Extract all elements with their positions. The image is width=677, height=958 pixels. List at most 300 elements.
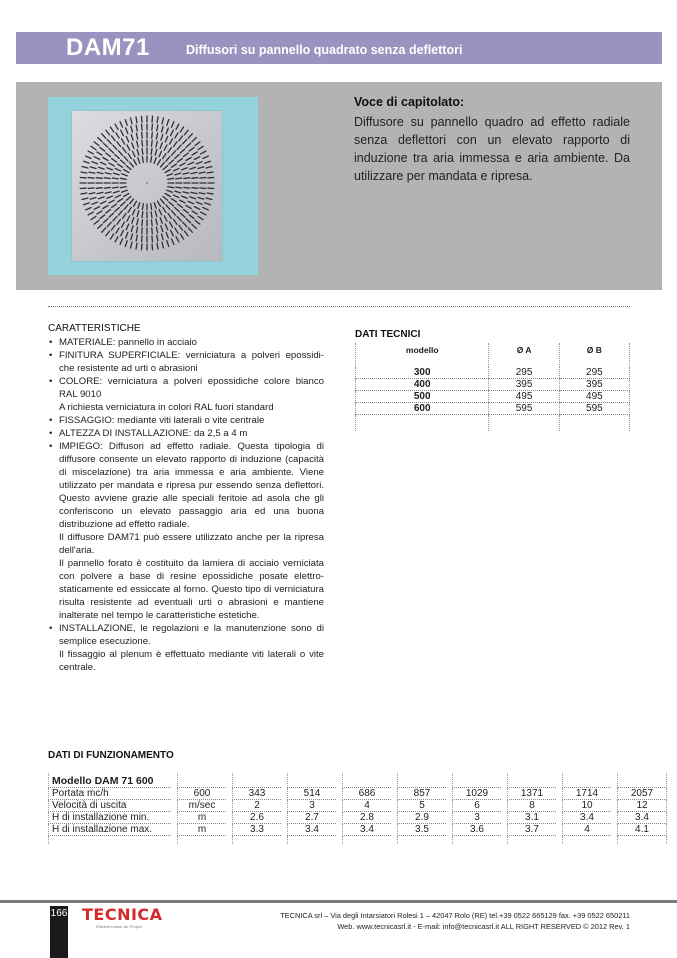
slot [106,231,110,236]
value-cell: 12 [618,800,667,812]
value-cell: 6 [453,800,502,812]
slot [89,193,95,194]
slot [198,146,203,149]
slot [91,146,96,149]
slot [192,178,198,179]
slot [167,174,173,176]
characteristic-note: Il fissaggio al plenum è effettuato mediante viti laterali o vite centrale. [59,649,324,673]
value-cell: 3.1 [508,812,557,824]
slot [183,222,187,226]
characteristic-item [48,622,324,674]
value-cell: 2057 [618,788,667,800]
slot [137,149,139,155]
slot [131,135,133,141]
slot [117,142,121,147]
slot [177,159,182,162]
slot [186,143,190,147]
slot [100,201,105,203]
slot [170,222,173,227]
table-row [49,824,667,836]
slot [97,152,102,155]
slot [82,198,88,199]
slot [183,209,188,213]
value-cell: 3.4 [343,824,392,836]
empty-cell [618,773,667,788]
slot [132,151,134,156]
slot [161,135,163,141]
slot [166,128,168,134]
slot [106,130,110,135]
slot [168,187,174,188]
value-cell: 4 [343,800,392,812]
slot [134,160,137,165]
slot [171,230,174,235]
slot [191,192,197,193]
slot [106,153,111,157]
characteristic-item [48,336,324,349]
slot [126,224,128,229]
slot [100,147,105,151]
slot [120,122,122,128]
header-model: modello [356,343,489,367]
slot [142,140,143,146]
model-cell: 500 [356,391,489,403]
value-cell: 2.9 [398,812,447,824]
value-cell: 1714 [563,788,612,800]
slot [138,203,140,209]
slot [127,216,130,221]
diameter-a-cell: 495 [489,391,559,403]
slot [190,167,196,169]
slot [118,164,123,167]
value-cell: 2.7 [288,812,337,824]
slot [124,194,129,197]
slot [107,168,113,170]
slot [110,234,113,239]
slot [201,151,206,154]
slot [192,138,196,142]
slot [115,124,118,129]
value-cell: 4.1 [618,824,667,836]
diameter-a-cell: 295 [489,367,559,379]
slot [173,142,177,147]
diameter-b-cell: 595 [559,403,629,415]
slot [160,143,162,149]
slot [195,220,200,224]
slot [125,241,127,247]
slot [137,219,138,225]
slot [132,143,134,149]
row-label: H di installazione min. [49,812,172,824]
slot [152,228,153,234]
empty-cell [178,773,227,788]
slot [124,157,128,162]
slot [86,208,92,210]
slot [92,162,98,164]
slot [183,153,188,157]
slot [196,162,202,164]
slot [118,199,123,202]
slot [184,130,188,135]
slot [203,156,209,158]
table-row [49,800,667,812]
empty-cell [343,773,392,788]
value-cell: 3.5 [398,824,447,836]
slot [175,191,181,193]
company-info [280,910,630,932]
slot [189,147,194,151]
slot [109,163,114,166]
slot [112,159,117,162]
slot [116,133,119,138]
slot [161,199,165,204]
model-row [49,773,667,788]
slot [164,145,167,150]
slot [122,174,128,176]
slot [183,173,189,174]
slot [105,192,111,193]
slot [163,197,168,201]
characteristic-item [48,375,324,414]
slot [167,241,169,247]
value-cell: 10 [563,800,612,812]
slot [99,167,105,169]
slot [180,234,183,239]
slot [142,212,143,218]
slot [166,205,170,210]
slot [168,148,171,153]
slot [136,243,137,249]
slot [154,203,156,209]
slot [103,158,108,161]
product-photo [48,97,258,275]
table-row [356,379,630,391]
slot [168,178,174,179]
slot [155,149,157,155]
slot [186,219,190,223]
slot [131,242,132,248]
value-cell: 1029 [453,788,502,800]
hero-section [16,82,662,290]
slot [207,172,213,173]
slot [175,133,178,138]
slot [116,228,119,233]
slot [206,167,212,168]
slot [172,211,176,216]
unit-cell: m [178,812,227,824]
slot [163,166,168,170]
slot [142,124,143,130]
brand-logo [82,906,163,930]
slot [137,141,138,147]
slot [82,167,88,168]
diameter-a-cell: 395 [489,379,559,391]
slot [177,145,181,149]
characteristic-text: • ALTEZZA DI INSTALLAZIONE: da 2,5 a 4 m [59,428,248,439]
slot [121,160,126,164]
slot [88,151,93,154]
slot [136,117,137,123]
slot [154,158,156,164]
slot [142,220,143,226]
slot [94,220,99,224]
slot [94,142,99,146]
slot [172,239,174,245]
slot [173,219,177,224]
slot [103,143,107,147]
slot [179,136,183,141]
value-cell: 3.7 [508,824,557,836]
value-cell: 3 [288,800,337,812]
slot [123,148,126,153]
slot [175,173,181,175]
slot [152,132,153,138]
slot [97,211,102,214]
empty-cell [559,415,629,432]
characteristic-item [48,414,324,427]
slot [157,243,158,249]
table-spacer-row [356,415,630,432]
slot [118,211,122,216]
characteristic-text: • FINITURA SUPERFICIALE: verniciatura a polveri epossidi-che resistente ad urti o abrasioni [59,350,324,374]
spec-text: Diffusore su pannello quadro ad effetto radiale senza deflettori con un elevato rapporto di induzione tra aria immessa e aria ambiente. Da utilizzare per mandata e ripresa. [354,115,630,183]
slot [102,228,106,232]
empty-cell [178,836,227,845]
slot [171,199,176,202]
slot [97,192,103,193]
slot [188,134,192,138]
slot [176,124,179,129]
slot [132,209,134,214]
spec-title: Voce di capitolato: [354,95,465,109]
row-label: H di installazione max. [49,824,172,836]
slot [115,168,120,170]
slot [121,202,126,206]
empty-cell [563,836,612,845]
slot [113,173,119,175]
slot [130,199,134,204]
slot [109,149,113,153]
slot [92,202,98,204]
slot [156,227,157,233]
characteristic-note: Il pannello forato è costituito da lamiera di acciaio verniciata con polvere a base di resine epossidiche posate elettro-staticamente ed essiccate al forno. Questo tipo di verniciatura risulta resistente ad eventuali urti o abrasioni e mantiene inalterate nel tempo le caratteristiche estetiche. [59,558,324,621]
brand-name: TECNICA [82,905,163,924]
slot [100,162,105,164]
slot [184,231,188,236]
slot [183,139,187,143]
slot [104,178,110,179]
diameter-b-cell: 495 [559,391,629,403]
slot [180,200,185,203]
value-cell: 2 [233,800,282,812]
slot [151,140,152,146]
value-cell: 5 [398,800,447,812]
slot [111,136,115,141]
slot [166,232,168,238]
slot [171,130,174,135]
slot [137,211,139,217]
operating-data-table [48,773,667,844]
slot [163,207,166,212]
slot [188,162,193,164]
slot [151,148,152,154]
slot [194,207,199,210]
slot [107,139,111,143]
slot [203,208,209,210]
value-cell: 3 [453,812,502,824]
value-cell: 857 [398,788,447,800]
slot [84,161,90,163]
slot [194,157,199,160]
slot [198,216,203,219]
slot [124,170,129,173]
slot [175,228,178,233]
footer-divider [0,900,677,903]
slot [122,190,128,192]
slot [120,187,126,188]
diameter-b-cell: 295 [559,367,629,379]
slot [158,160,161,165]
product-subtitle: Diffusori su pannello quadrato senza deflettori [186,43,463,57]
technical-data-section [355,329,630,431]
slot [130,162,134,167]
slot [126,197,131,201]
diameter-b-cell: 395 [559,379,629,391]
slot [189,215,194,219]
value-cell: 2.6 [233,812,282,824]
slot [167,120,169,126]
slot [131,126,133,132]
slot [142,156,143,162]
slot [86,156,92,158]
slot [125,120,127,126]
slot [81,193,87,194]
slot [142,236,143,242]
slot [195,142,200,146]
header-diameter-a: Ø A [489,343,559,367]
slot [103,219,107,223]
slot [166,157,170,162]
empty-cell [489,415,559,432]
slot [131,234,133,240]
slot [115,208,120,212]
slot [171,164,176,167]
slot [205,161,211,163]
slot [199,172,205,173]
slot [183,192,189,193]
slot [90,198,96,200]
table-row [356,391,630,403]
model-label: Modello DAM 71 600 [49,773,172,788]
slot [192,152,197,155]
slot [142,228,143,234]
slot [142,148,143,154]
slot [162,234,164,240]
slot [126,136,128,141]
value-cell: 3.6 [453,824,502,836]
slot [165,170,170,173]
slot [88,178,94,179]
slot [176,187,182,188]
technical-data-title: DATI TECNICI [355,329,421,340]
slot [128,207,131,212]
slot [172,151,176,156]
slot [206,198,212,199]
slot [198,198,204,200]
slot [104,187,110,188]
slot [159,209,161,214]
slot [115,195,120,197]
characteristic-text: • FISSAGGIO: mediante viti laterali o vite centrale [59,415,265,426]
technical-data-table [355,343,630,431]
slot [184,187,190,188]
slot [159,151,161,156]
slot [199,193,205,194]
slot [99,197,105,199]
slot [89,172,95,173]
slot [90,167,96,169]
slot [134,201,137,206]
slot [131,226,133,232]
slot [156,219,157,225]
characteristic-text: • IMPIEGO: Diffusori ad effetto radiale. Questa tipologia di diffusore consente un elevato rapporto di induzione (capacità di miscelazione) tra aria immessa e aria ambiente. Viene utilizzato per mandata e ripresa pur essendo senza deflettori. Questo avviene grazie alle speciali feritoie ad asola che gli conferiscono un elevato passaggio aria ed una buona distribuzione ad effetto radiale. [59,441,324,530]
slot [132,218,134,224]
diameter-a-cell: 595 [489,403,559,415]
slot [113,145,117,149]
center-point [146,182,148,184]
value-cell: 8 [508,800,557,812]
characteristic-item [48,427,324,440]
table-row [356,403,630,415]
slot [124,205,128,210]
slot [120,239,122,245]
specification-box [354,94,630,185]
characteristics-section [48,322,324,674]
slot [186,158,191,161]
slot [118,151,122,156]
slot [169,160,174,164]
slot [127,145,130,150]
empty-cell [233,773,282,788]
slot [126,166,131,170]
slot [102,134,106,138]
slot [200,188,206,189]
empty-cell [508,836,557,845]
slot [176,178,182,179]
slot [184,178,190,179]
empty-cell [356,415,489,432]
unit-cell: 600 [178,788,227,800]
slot [169,202,174,206]
empty-cell [288,836,337,845]
slot [112,178,118,179]
slot [162,242,163,248]
slot [81,172,87,173]
slot [188,228,192,232]
slot [191,172,197,173]
slot [200,178,206,179]
characteristic-text: • COLORE: verniciatura a polveri epossidiche colore bianco RAL 9010 [59,376,324,400]
slot [115,237,118,242]
slot [136,133,137,139]
slot [196,202,202,204]
slot [109,213,113,217]
slot [163,154,166,159]
section-divider [48,306,630,307]
slot [97,172,103,173]
value-cell: 2.8 [343,812,392,824]
row-label: Portata mc/h [49,788,172,800]
